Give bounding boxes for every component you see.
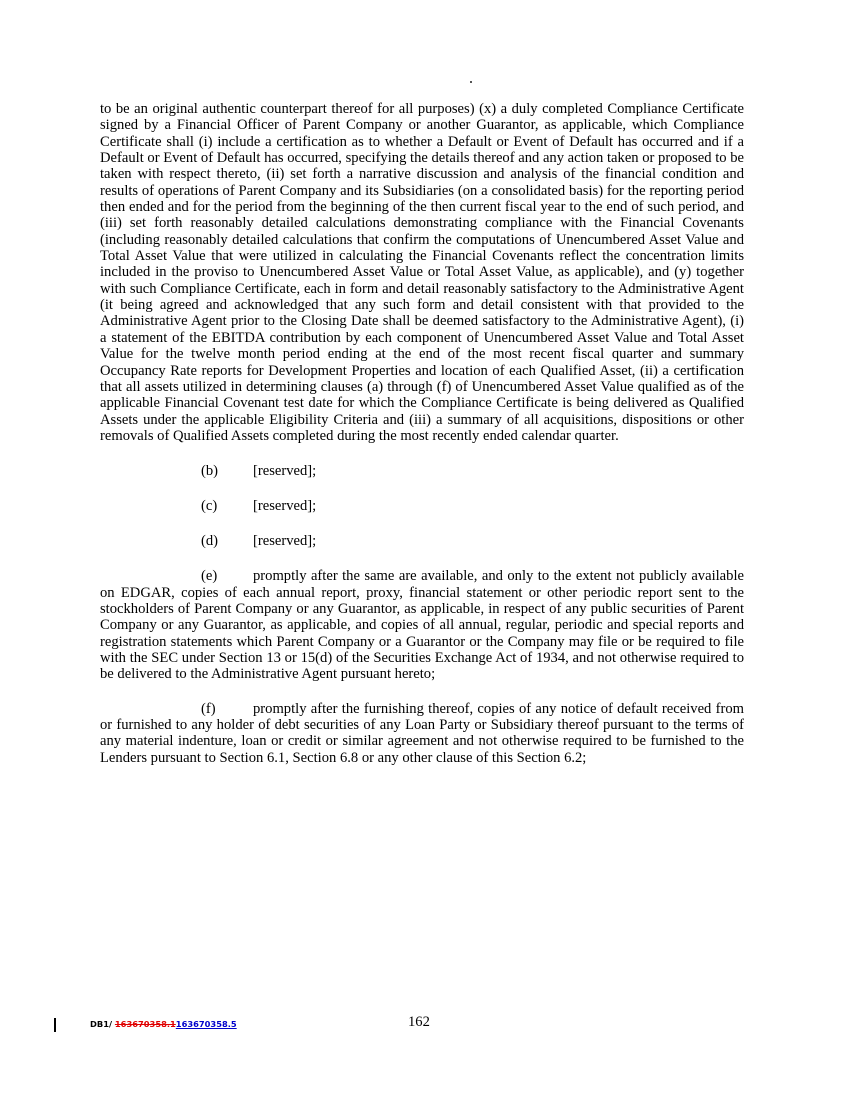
paragraph-f-label: (f) <box>201 700 216 717</box>
page-number: 162 <box>408 1014 430 1030</box>
paragraph-e-text: promptly after the same are available, and only to the extent not publicly available on EDGAR, copies of each annual report, proxy, financial statement or other periodic report sent to the stockholders of Parent Company or any Guarantor, as applicable, in respect of any public securities of Parent Company or any Guarantor, as applicable, and copies of all annual, regular, periodic and special reports and registration statements which Parent Company or a Guarantor or the Company may file or be required to file with the SEC under Section 13 or 15(d) of the Securities Exchange Act of 1934, and not otherwise required to be delivered to the Administrative Agent pursuant hereto; <box>100 568 744 683</box>
item-c-text: [reserved]; <box>253 498 317 515</box>
stray-mark <box>470 81 472 83</box>
item-b-label: (b) <box>201 463 219 480</box>
item-d-text: [reserved]; <box>253 533 317 550</box>
document-body <box>100 101 744 766</box>
paragraph-e-label: (e) <box>201 568 218 585</box>
document-id <box>90 1018 237 1030</box>
change-bar <box>54 1018 56 1032</box>
paragraph-e <box>100 568 744 682</box>
paragraph-f-text: promptly after the furnishing thereof, copies of any notice of default received from or furnished to any holder of debt securities of any Loan Party or Subsidiary thereof pursuant to the terms of any material indenture, loan or credit or similar agreement and not otherwise required to be furnished to the Lenders pursuant to Section 6.1, Section 6.8 or any other clause of this Section 6.2; <box>100 700 744 766</box>
deleted-doc-id: 163670358.1 <box>114 1019 176 1029</box>
item-d <box>100 533 744 549</box>
doc-prefix: DB1/ <box>90 1019 115 1029</box>
item-c-label: (c) <box>201 498 218 515</box>
lead-paragraph: to be an original authentic counterpart thereof for all purposes) (x) a duly completed Compliance Certificate signed by a Financial Officer of Parent Company or another Guarantor, as applicable, which Compliance Certificate shall (i) include a certification as to whether a Default or Event of Default has occurred and if a Default or Event of Default has occurred, specifying the details thereof and any action taken or proposed to be taken with respect thereto, (ii) set forth a narrative discussion and analysis of the financial condition and results of operations of Parent Company and its Subsidiaries (on a consolidated basis) for the reporting period then ended and for the period from the beginning of the then current fiscal year to the end of such period, and (iii) set forth reasonably detailed calculations demonstrating compliance with the Financial Covenants (including reasonably detailed calculations that confirm the computations of Unencumbered Asset Value and Total Asset Value that were utilized in calculating the Financial Covenants reflect the concentration limits included in the proviso to Unencumbered Asset Value or Total Asset Value, as applicable), and (y) together with such Compliance Certificate, each in form and detail reasonably satisfactory to the Administrative Agent (it being agreed and acknowledged that any such form and detail consistent with that provided to the Administrative Agent prior to the Closing Date shall be deemed satisfactory to the Administrative Agent), (i) a statement of the EBITDA contribution by each component of Unencumbered Asset Value and Total Asset Value for the twelve month period ending at the end of the most recent fiscal quarter and summary Occupancy Rate reports for Development Properties and location of each Qualified Asset, (ii) a certification that all assets utilized in determining clauses (a) through (f) of Unencumbered Asset Value qualified as of the applicable Financial Covenant test date for which the Compliance Certificate is being delivered as Qualified Assets under the applicable Eligibility Criteria and (iii) a summary of all acquisitions, dispositions or other removals of Qualified Assets completed during the most recently ended calendar quarter. <box>100 101 744 444</box>
item-d-label: (d) <box>201 533 219 550</box>
item-c <box>100 498 744 514</box>
item-b-text: [reserved]; <box>253 463 317 480</box>
inserted-doc-id: 163670358.5 <box>175 1019 237 1029</box>
paragraph-f <box>100 701 744 766</box>
item-b <box>100 463 744 479</box>
